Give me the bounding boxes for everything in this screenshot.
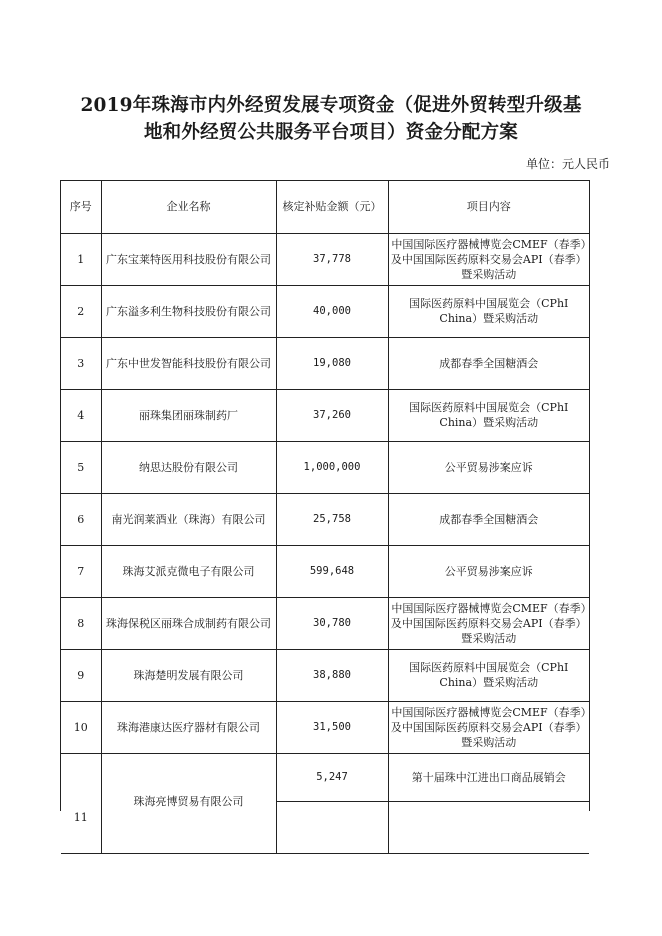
row-no: 4 [61, 389, 101, 441]
table-row [61, 337, 589, 389]
row-project: 中国国际医疗器械博览会CMEF（春季）及中国国际医药原料交易会API（春季）暨采购活动 [388, 597, 589, 649]
row-amount-cell [276, 753, 388, 853]
row-no: 1 [61, 233, 101, 285]
row-no: 7 [61, 545, 101, 597]
row-project: 公平贸易涉案应诉 [388, 545, 589, 597]
row-no: 11 [61, 753, 101, 853]
row-company: 珠海楚明发展有限公司 [101, 649, 276, 701]
table-header-row [61, 181, 589, 233]
header-amount: 核定补贴金额（元） [276, 181, 388, 233]
row-project: 成都春季全国糖酒会 [388, 493, 589, 545]
row-project: 中国国际医疗器械博览会CMEF（春季）及中国国际医药原料交易会API（春季）暨采购活动 [388, 233, 589, 285]
table-row [61, 441, 589, 493]
table-row [61, 753, 589, 853]
row-company: 珠海艾派克微电子有限公司 [101, 545, 276, 597]
row-project: 国际医药原料中国展览会（CPhI China）暨采购活动 [388, 389, 589, 441]
row-project: 国际医药原料中国展览会（CPhI China）暨采购活动 [388, 649, 589, 701]
table-row [61, 285, 589, 337]
row-no: 5 [61, 441, 101, 493]
row-company: 珠海亮博贸易有限公司 [101, 753, 276, 853]
title-line-1: 2019年珠海市内外经贸发展专项资金（促进外贸转型升级基 [80, 95, 582, 116]
header-no: 序号 [61, 181, 101, 233]
row-amount: 38,880 [276, 649, 388, 701]
table-row [61, 545, 589, 597]
row-company: 广东中世发智能科技股份有限公司 [101, 337, 276, 389]
row-no: 9 [61, 649, 101, 701]
header-project: 项目内容 [388, 181, 589, 233]
table-row [61, 389, 589, 441]
table-row [61, 597, 589, 649]
row-amount: 599,648 [276, 545, 388, 597]
row-amount: 25,758 [276, 493, 388, 545]
title-line-2: 地和外经贸公共服务平台项目）资金分配方案 [143, 122, 518, 143]
row-amount: 37,260 [276, 389, 388, 441]
row-amount: 37,778 [276, 233, 388, 285]
document-title [40, 92, 622, 146]
table-row [61, 233, 589, 285]
row-no: 6 [61, 493, 101, 545]
row-amount: 1,000,000 [276, 441, 388, 493]
row-project: 国际医药原料中国展览会（CPhI China）暨采购活动 [388, 285, 589, 337]
row-project: 第十届珠中江进出口商品展销会 [389, 754, 590, 802]
row-project: 成都春季全国糖酒会 [388, 337, 589, 389]
row-amount: 40,000 [276, 285, 388, 337]
row-company: 珠海港康达医疗器材有限公司 [101, 701, 276, 753]
row-company: 纳思达股份有限公司 [101, 441, 276, 493]
currency-unit: 单位：元人民币 [525, 157, 610, 171]
header-company: 企业名称 [101, 181, 276, 233]
row-amount: 30,780 [276, 597, 388, 649]
row-no: 3 [61, 337, 101, 389]
table-row [61, 701, 589, 753]
row-amount: 31,500 [276, 701, 388, 753]
row-no: 2 [61, 285, 101, 337]
row-company: 广东溢多利生物科技股份有限公司 [101, 285, 276, 337]
row-company: 丽珠集团丽珠制药厂 [101, 389, 276, 441]
row-company: 广东宝莱特医用科技股份有限公司 [101, 233, 276, 285]
row-no: 8 [61, 597, 101, 649]
row-project: 公平贸易涉案应诉 [388, 441, 589, 493]
row-amount: 19,080 [276, 337, 388, 389]
row-company: 南光润莱酒业（珠海）有限公司 [101, 493, 276, 545]
table-row [61, 493, 589, 545]
row-project-cell [388, 753, 589, 853]
row-amount: 5,247 [277, 754, 388, 802]
allocation-table [60, 180, 590, 824]
row-project: 中国国际医疗器械博览会CMEF（春季）及中国国际医药原料交易会API（春季）暨采购活动 [388, 701, 589, 753]
table-row [61, 649, 589, 701]
row-company: 珠海保税区丽珠合成制药有限公司 [101, 597, 276, 649]
row-no: 10 [61, 701, 101, 753]
